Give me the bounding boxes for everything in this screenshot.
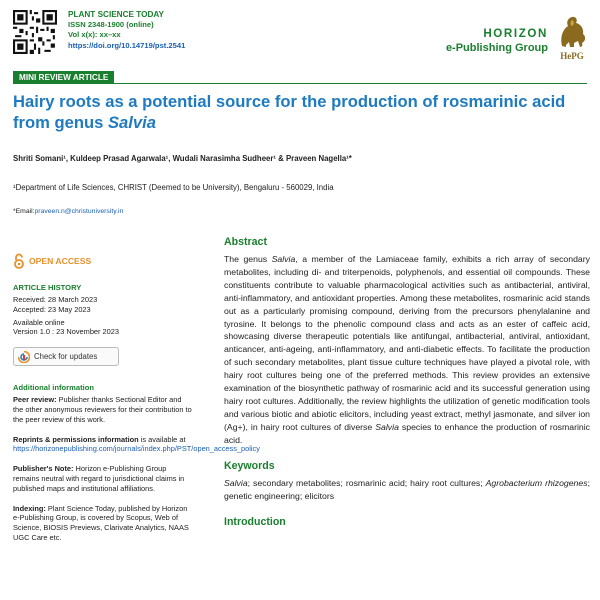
publisher-note-label: Publisher's Note: xyxy=(13,464,74,474)
abstract-part-1: The genus xyxy=(224,254,272,264)
additional-info-heading: Additional information xyxy=(13,383,94,393)
page-header xyxy=(0,0,600,72)
journal-volume: Vol x(x): xx–xx xyxy=(68,30,121,40)
article-title xyxy=(13,91,587,133)
version-date: Version 1.0 : 23 November 2023 xyxy=(13,327,119,337)
reprints-label: Reprints & permissions information xyxy=(13,434,139,444)
author-list: Shriti Somani¹, Kuldeep Prasad Agarwala¹, Wudali Narasimha Sudheer¹ & Praveen Nagella¹* xyxy=(13,154,352,163)
article-main-column xyxy=(224,236,590,528)
open-access-label: OPEN ACCESS xyxy=(29,256,92,266)
publisher-line1: HORIZON xyxy=(483,27,548,40)
reprints-note xyxy=(13,434,260,455)
publisher-line2: e-Publishing Group xyxy=(445,42,548,54)
abstract-heading: Abstract xyxy=(224,236,267,248)
abstract-part-2: , a member of the Lamiaceae family, exhibits a rich array of secondary metabolites, including di- and triterpenoids, polyphenols, and essential oil compounds. These constituents contribute to valuable pharmacological activities such as antibacterial, antiviral, anti-inflammatory, and antioxidant properties. Among these metabolites, rosmarinic acid stands out as a particularly promising compound, deriving from the precursors phenylalanine and tyrosine. It belongs to the phenolic compound class and acts as an ester of caffeic acid, showcasing diverse therapeutic potentials like antifungal, antibacterial, antiviral, antioxidant, anticancer, anti-ageing, anti-inflammatory, and anti-diabetic effects. To facilitate the production of such secondary metabolites, plant tissue culture techniques have played a pivotal role, with hairy root cultures being one of the preferred methods. This review provides an extensive examination of the biosynthetic pathway of rosmarinic acid and its successful generation using hairy root cultures. Additionally, the review highlights the utilization of genetic modification tools and various biotic and abiotic elicitors, including yeast extract, methyl jasmonate, and silver ion (Ag+), in hairy root cultures of diverse xyxy=(224,254,590,432)
publisher-note xyxy=(13,464,193,493)
keyword-agrobacterium: Agrobacterium rhizogenes xyxy=(485,477,588,488)
available-online-label: Available online xyxy=(13,317,65,327)
article-history-heading: ARTICLE HISTORY xyxy=(13,283,82,292)
corresponding-email xyxy=(13,208,123,215)
title-italic: Salvia xyxy=(107,113,156,132)
affiliation: ¹Department of Life Sciences, CHRIST (Deemed to be University), Bengaluru - 560029, India xyxy=(13,183,334,192)
journal-issn: ISSN 2348-1900 (online) xyxy=(68,20,154,30)
open-access-lock-icon xyxy=(13,253,25,269)
publisher-note-text: Horizon e-Publishing Group remains neutral with regard to jurisdictional claims in published maps and institutional affiliations. xyxy=(13,464,185,493)
check-for-updates-icon xyxy=(18,351,30,363)
indexing-label: Indexing: xyxy=(13,503,46,513)
publisher-name xyxy=(446,27,548,54)
accepted-date: Accepted: 23 May 2023 xyxy=(13,304,91,314)
hepg-logo-text: HePG xyxy=(560,51,584,61)
title-main: Hairy roots as a potential source for the production of rosmarinic acid from genus xyxy=(13,92,566,132)
keywords-heading: Keywords xyxy=(224,459,275,472)
journal-name: PLANT SCIENCE TODAY xyxy=(68,10,164,19)
keywords-text xyxy=(224,477,590,503)
check-for-updates-button[interactable] xyxy=(13,347,119,366)
introduction-heading: Introduction xyxy=(224,516,286,529)
hepg-lion-logo xyxy=(554,12,590,62)
indexing-text: Plant Science Today, published by Horizon e-Publishing Group, is covered by Scopus, Web of Science, BIOSIS Previews, Clarivate Analytics, NAAS UGC Care etc. xyxy=(13,503,189,542)
email-address-link[interactable]: praveen.n@christuniversity.in xyxy=(34,208,124,215)
open-access-badge xyxy=(13,253,193,269)
indexing-note xyxy=(13,504,193,543)
keywords-part-2: ; secondary metabolites; rosmarinic acid; hairy root cultures; xyxy=(247,477,486,488)
email-label: *Email: xyxy=(13,208,35,215)
abstract-part-3: species to enhance the production of rosmarinic acid. xyxy=(224,421,590,445)
keyword-salvia: Salvia xyxy=(224,477,248,488)
abstract-genus-2: Salvia xyxy=(375,421,399,432)
article-type-badge: MINI REVIEW ARTICLE xyxy=(13,71,114,84)
reprints-link[interactable]: https://horizonepublishing.com/journals/index.php/PST/open_access_policy xyxy=(13,444,260,454)
journal-doi-link[interactable]: https://doi.org/10.14719/pst.2541 xyxy=(68,40,186,50)
journal-info xyxy=(68,10,185,51)
check-for-updates-label: Check for updates xyxy=(34,352,98,362)
peer-review-text: Publisher thanks Sectional Editor and the other anonymous reviewers for their contribution to the peer review of this work. xyxy=(13,395,192,424)
reprints-text: is available at xyxy=(138,434,186,444)
received-date: Received: 28 March 2023 xyxy=(13,295,98,304)
qr-code-icon xyxy=(13,10,57,54)
abstract-text xyxy=(224,253,590,447)
peer-review-note xyxy=(13,395,193,424)
abstract-genus-1: Salvia xyxy=(271,254,296,264)
keywords-part-4: ; genetic engineering; elicitors xyxy=(224,477,590,501)
peer-review-label: Peer review: xyxy=(13,395,57,405)
